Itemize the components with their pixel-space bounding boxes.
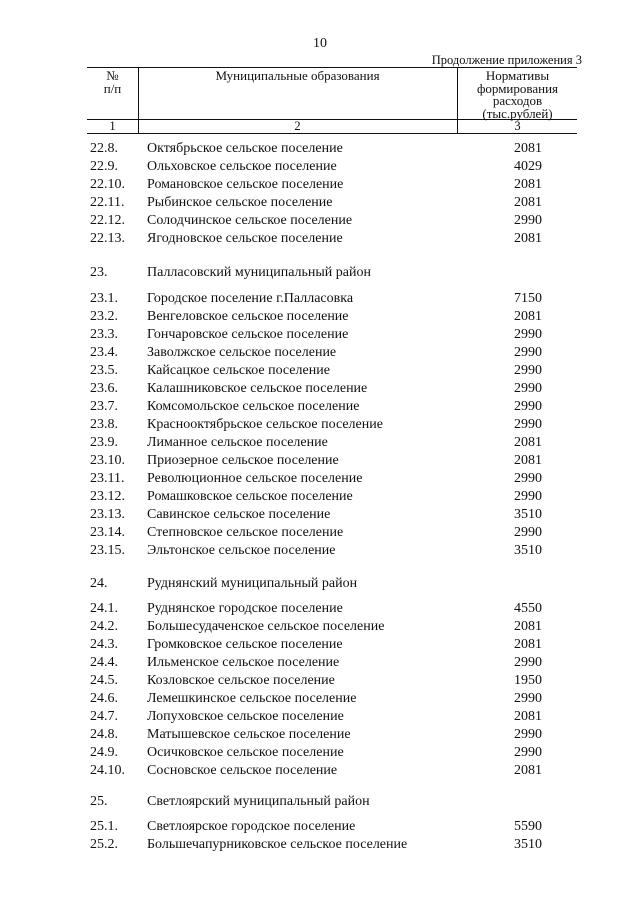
table-row <box>0 636 640 654</box>
row-number: 23.13. <box>90 507 125 522</box>
row-value: 2990 <box>514 327 542 342</box>
continuation-note: Продолжение приложения 3 <box>431 53 582 67</box>
row-number: 23.9. <box>90 435 118 450</box>
row-value: 2081 <box>514 231 542 246</box>
header-col-number-1: 1 <box>109 119 116 133</box>
row-number: 24. <box>90 576 108 591</box>
row-value: 3510 <box>514 507 542 522</box>
row-name: Большесудаченское сельское поселение <box>147 619 385 634</box>
row-number: 22.9. <box>90 159 118 174</box>
table-row <box>0 542 640 560</box>
row-value: 2081 <box>514 195 542 210</box>
row-value: 2081 <box>514 309 542 324</box>
table-row <box>0 744 640 762</box>
row-value: 2990 <box>514 655 542 670</box>
row-name: Руднянское городское поселение <box>147 601 343 616</box>
table-row <box>0 230 640 248</box>
row-name: Светлоярское городское поселение <box>147 819 356 834</box>
row-number: 23.4. <box>90 345 118 360</box>
row-number: 23.10. <box>90 453 125 468</box>
row-number: 24.4. <box>90 655 118 670</box>
row-value: 2081 <box>514 619 542 634</box>
row-number: 24.1. <box>90 601 118 616</box>
table-row <box>0 600 640 618</box>
row-name: Светлоярский муниципальный район <box>147 794 370 809</box>
row-number: 25.1. <box>90 819 118 834</box>
row-name: Революционное сельское поселение <box>147 471 363 486</box>
row-value: 2081 <box>514 435 542 450</box>
row-value: 7150 <box>514 291 542 306</box>
row-number: 25. <box>90 794 108 809</box>
table-row <box>0 690 640 708</box>
row-number: 24.9. <box>90 745 118 760</box>
header-col-num-line: № <box>106 68 119 83</box>
table-row <box>0 762 640 780</box>
row-number: 23.14. <box>90 525 125 540</box>
row-number: 25.2. <box>90 837 118 852</box>
row-number: 23.8. <box>90 417 118 432</box>
table-row <box>0 575 640 593</box>
row-value: 2990 <box>514 363 542 378</box>
row-number: 23.6. <box>90 381 118 396</box>
row-number: 23.1. <box>90 291 118 306</box>
table-row <box>0 708 640 726</box>
row-value: 3510 <box>514 837 542 852</box>
row-value: 2990 <box>514 727 542 742</box>
row-number: 24.2. <box>90 619 118 634</box>
table-row <box>0 654 640 672</box>
header-col-norm <box>458 70 577 120</box>
table-row <box>0 618 640 636</box>
row-number: 23.12. <box>90 489 125 504</box>
table-row <box>0 194 640 212</box>
table-row <box>0 434 640 452</box>
table-row <box>0 452 640 470</box>
row-name: Савинское сельское поселение <box>147 507 331 522</box>
row-name: Лемешкинское сельское поселение <box>147 691 357 706</box>
table-row <box>0 818 640 836</box>
row-number: 24.8. <box>90 727 118 742</box>
row-value: 2990 <box>514 489 542 504</box>
row-name: Осичковское сельское поселение <box>147 745 344 760</box>
row-number: 24.6. <box>90 691 118 706</box>
row-number: 23.11. <box>90 471 125 486</box>
row-value: 2990 <box>514 399 542 414</box>
header-col-number-3: 3 <box>514 119 521 133</box>
row-value: 3510 <box>514 543 542 558</box>
table-row <box>0 506 640 524</box>
table-row <box>0 308 640 326</box>
header-col-norm-line: Нормативы <box>485 68 550 83</box>
row-number: 23. <box>90 265 108 280</box>
row-name: Степновское сельское поселение <box>147 525 344 540</box>
row-name: Ромашковское сельское поселение <box>147 489 353 504</box>
row-number: 23.5. <box>90 363 118 378</box>
row-value: 5590 <box>514 819 542 834</box>
table-row <box>0 524 640 542</box>
row-name: Эльтонское сельское поселение <box>147 543 336 558</box>
table-row <box>0 264 640 282</box>
table-row <box>0 398 640 416</box>
row-number: 22.8. <box>90 141 118 156</box>
row-number: 23.3. <box>90 327 118 342</box>
table-row <box>0 488 640 506</box>
row-number: 22.10. <box>90 177 125 192</box>
row-name: Заволжское сельское поселение <box>147 345 337 360</box>
row-name: Большечапурниковское сельское поселение <box>147 837 408 852</box>
row-number: 23.7. <box>90 399 118 414</box>
row-number: 22.12. <box>90 213 125 228</box>
header-col-norm-line: формирования <box>476 80 559 96</box>
row-value: 2990 <box>514 213 542 228</box>
row-number: 23.15. <box>90 543 125 558</box>
row-name: Рыбинское сельское поселение <box>147 195 333 210</box>
row-number: 22.11. <box>90 195 125 210</box>
table-row <box>0 212 640 230</box>
row-value: 2990 <box>514 745 542 760</box>
row-name: Гончаровское сельское поселение <box>147 327 349 342</box>
row-value: 1950 <box>514 673 542 688</box>
table-row <box>0 836 640 854</box>
table-row <box>0 793 640 811</box>
table-row <box>0 344 640 362</box>
row-name: Лиманное сельское поселение <box>147 435 328 450</box>
table-row <box>0 326 640 344</box>
header-col-num <box>87 70 138 95</box>
table-row <box>0 158 640 176</box>
row-name: Городское поселение г.Палласовка <box>147 291 354 306</box>
row-number: 24.5. <box>90 673 118 688</box>
row-name: Романовское сельское поселение <box>147 177 344 192</box>
header-col-norm-line: (тыс.рублей) <box>482 105 553 121</box>
page-number: 10 <box>313 36 327 51</box>
row-value: 4550 <box>514 601 542 616</box>
row-value: 4029 <box>514 159 542 174</box>
table-row <box>0 380 640 398</box>
row-name: Палласовский муниципальный район <box>147 265 371 280</box>
row-value: 2990 <box>514 691 542 706</box>
row-number: 24.3. <box>90 637 118 652</box>
row-name: Козловское сельское поселение <box>147 673 335 688</box>
row-name: Ягодновское сельское поселение <box>147 231 343 246</box>
table-row <box>0 362 640 380</box>
row-value: 2990 <box>514 345 542 360</box>
row-name: Калашниковское сельское поселение <box>147 381 368 396</box>
row-number: 24.7. <box>90 709 118 724</box>
row-value: 2081 <box>514 763 542 778</box>
row-number: 24.10. <box>90 763 125 778</box>
row-number: 23.2. <box>90 309 118 324</box>
header-col-norm-line: расходов <box>492 93 543 108</box>
header-col-name: Муниципальные образования <box>215 68 380 83</box>
row-name: Приозерное сельское поселение <box>147 453 339 468</box>
row-value: 2990 <box>514 381 542 396</box>
row-name: Комсомольское сельское поселение <box>147 399 360 414</box>
row-value: 2990 <box>514 417 542 432</box>
row-value: 2081 <box>514 177 542 192</box>
row-name: Ольховское сельское поселение <box>147 159 337 174</box>
row-value: 2081 <box>514 453 542 468</box>
table-header <box>87 67 577 134</box>
row-value: 2990 <box>514 471 542 486</box>
row-name: Матышевское сельское поселение <box>147 727 351 742</box>
table-row <box>0 140 640 158</box>
row-name: Руднянский муниципальный район <box>147 576 358 591</box>
table-row <box>0 470 640 488</box>
table-row <box>0 290 640 308</box>
header-col-number-2: 2 <box>294 119 301 133</box>
header-col-num-line: п/п <box>103 80 122 96</box>
row-name: Венгеловское сельское поселение <box>147 309 349 324</box>
table-row <box>0 416 640 434</box>
row-name: Лопуховское сельское поселение <box>147 709 344 724</box>
row-value: 2081 <box>514 709 542 724</box>
table-row <box>0 176 640 194</box>
row-value: 2990 <box>514 525 542 540</box>
row-number: 22.13. <box>90 231 125 246</box>
row-value: 2081 <box>514 637 542 652</box>
row-name: Сосновское сельское поселение <box>147 763 338 778</box>
row-name: Солодчинское сельское поселение <box>147 213 353 228</box>
table-row <box>0 726 640 744</box>
row-name: Ильменское сельское поселение <box>147 655 340 670</box>
row-name: Краснооктябрьское сельское поселение <box>147 417 383 432</box>
row-name: Кайсацкое сельское поселение <box>147 363 330 378</box>
row-name: Громковское сельское поселение <box>147 637 343 652</box>
row-name: Октябрьское сельское поселение <box>147 141 343 156</box>
table-row <box>0 672 640 690</box>
row-value: 2081 <box>514 141 542 156</box>
